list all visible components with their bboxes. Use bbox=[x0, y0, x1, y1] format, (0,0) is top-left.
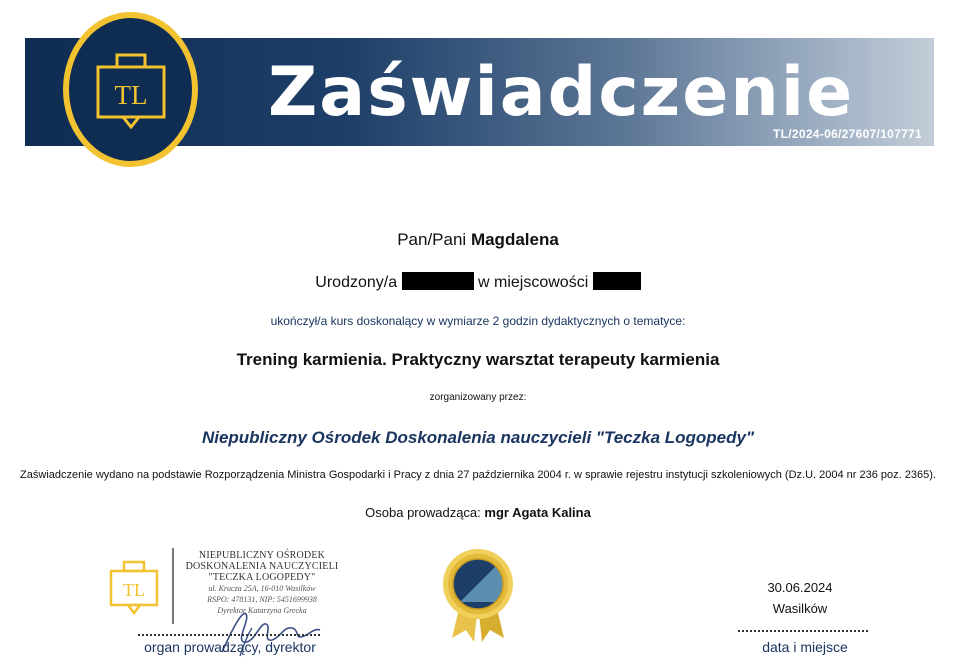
born-label: Urodzony/a bbox=[315, 274, 398, 291]
certificate-id: TL/2024-06/27607/107771 bbox=[772, 127, 922, 141]
trainer-line bbox=[0, 505, 956, 520]
stamp-registry: RSPO: 478131, NIP: 5451699938 bbox=[207, 595, 317, 604]
completed-text: ukończył/a kurs doskonalący w wymiarze 2 godzin dydaktycznych o tematyce: bbox=[270, 314, 686, 328]
stamp-line-3: "TECZKA LOGOPEDY" bbox=[208, 572, 316, 583]
stamp-divider bbox=[172, 548, 174, 624]
recipient-line bbox=[0, 230, 956, 250]
organizer-name: Niepubliczny Ośrodek Doskonalenia nauczycieli "Teczka Logopedy" bbox=[201, 428, 755, 447]
trainer-name: mgr Agata Kalina bbox=[484, 505, 591, 520]
legal-basis: Zaświadczenie wydano na podstawie Rozporządzenia Ministra Gospodarki i Pracy z dnia 27 października 2004 r. w sprawie rejestru instytucji szkoleniowych (Dz.U. 2004 nr 236 poz. 2365). bbox=[20, 469, 936, 481]
place-label: w miejscowości bbox=[478, 274, 589, 291]
gold-medal-icon bbox=[440, 546, 516, 646]
recipient-prefix: Pan/Pani bbox=[397, 230, 467, 249]
redacted-birthplace bbox=[593, 272, 641, 290]
signature-line-right bbox=[738, 630, 868, 632]
organized-label: zorganizowany przez: bbox=[429, 392, 527, 403]
stamp-line-2: DOSKONALENIA NAUCZYCIELI bbox=[185, 561, 339, 572]
logo-text: TL bbox=[114, 80, 148, 110]
certificate-title: Zaświadczenie bbox=[268, 53, 855, 132]
left-caption: organ prowadzący, dyrektor bbox=[144, 639, 316, 655]
birth-line bbox=[0, 272, 956, 292]
recipient-name: Magdalena bbox=[470, 230, 559, 249]
briefcase-logo-icon bbox=[95, 53, 167, 133]
stamp-line-1: NIEPUBLICZNY OŚRODEK bbox=[198, 550, 326, 561]
issue-place: Wasilków bbox=[772, 601, 828, 616]
stamp-address: ul. Krucza 25A, 16-010 Wasilków bbox=[208, 584, 316, 593]
stamp-briefcase-icon bbox=[108, 560, 160, 618]
stamp-director: Dyrektor Katarzyna Grecka bbox=[217, 606, 307, 615]
signature-line-left bbox=[138, 634, 320, 636]
right-caption: data i miejsce bbox=[762, 639, 848, 655]
trainer-label: Osoba prowadząca: bbox=[365, 505, 481, 520]
course-title: Trening karmienia. Praktyczny warsztat terapeuty karmienia bbox=[236, 350, 720, 369]
stamp-logo-text: TL bbox=[123, 580, 145, 600]
logo-badge bbox=[63, 12, 198, 167]
redacted-birthdate bbox=[402, 272, 474, 290]
issue-date: 30.06.2024 bbox=[767, 580, 833, 595]
